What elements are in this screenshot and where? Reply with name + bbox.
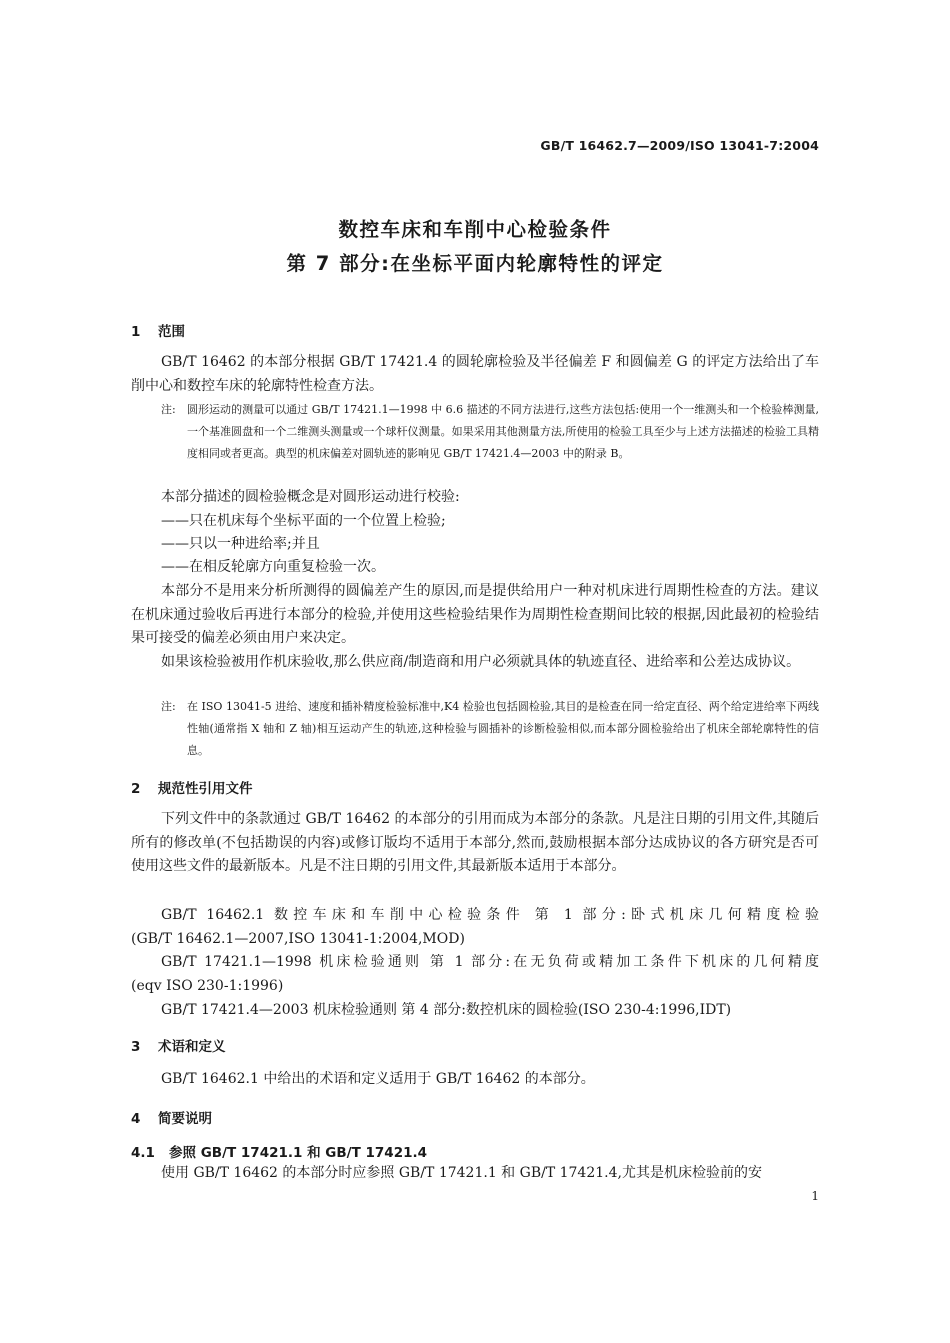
list-item: ——只以一种进给率;并且 bbox=[161, 536, 320, 552]
note-body: 在 ISO 13041-5 进给、速度和插补精度检验标准中,K4 检验也包括圆检验,其目的是检查在同一给定直径、两个给定进给率下两线性轴(通常指 X 轴和 Z 轴)相互运动产生的轨迹,这种检验与圆插补的诊断检验相似,而本部分圆检验给出了机床全部轮廓特性的信息。 bbox=[187, 700, 819, 757]
section-3-paragraph: GB/T 16462.1 中给出的术语和定义适用于 GB/T 16462 的本部分。 bbox=[161, 1071, 595, 1087]
note-label: 注: bbox=[161, 700, 176, 713]
note-body: 圆形运动的测量可以通过 GB/T 17421.1—1998 中 6.6 描述的不同方法进行,这些方法包括:使用一个一维测头和一个检验棒测量,一个基准圆盘和一个二维测头测量或一个球杆仪测量。如果采用其他测量方法,所使用的检验工具至少与上述方法描述的检验工具精度相同或者更高。典型的机床偏差对圆轨迹的影响见 GB/T 17421.4—2003 中的附录 B。 bbox=[187, 403, 819, 460]
note-label: 注: bbox=[161, 403, 176, 416]
section-number: 1 bbox=[131, 324, 141, 340]
section-number: 3 bbox=[131, 1039, 141, 1055]
note-1 bbox=[161, 399, 819, 465]
list-item: ——只在机床每个坐标平面的一个位置上检验; bbox=[161, 513, 446, 529]
subsection-number: 4.1 bbox=[131, 1145, 155, 1161]
section-3-heading bbox=[131, 1035, 226, 1055]
reference-line: GB/T 17421.4—2003 机床检验通则 第 4 部分:数控机床的圆检验(ISO 230-4:1996,IDT) bbox=[161, 1002, 732, 1018]
section-4-paragraph: 使用 GB/T 16462 的本部分时应参照 GB/T 17421.1 和 GB/T 17421.4,尤其是机床检验前的安 bbox=[161, 1165, 762, 1181]
standard-code: GB/T 16462.7—2009/ISO 13041-7:2004 bbox=[540, 138, 819, 153]
document-subtitle: 第 7 部分:在坐标平面内轮廓特性的评定 bbox=[286, 252, 664, 275]
reference-line: (GB/T 16462.1—2007,ISO 13041-1:2004,MOD) bbox=[131, 931, 465, 947]
subsection-title: 参照 GB/T 17421.1 和 GB/T 17421.4 bbox=[169, 1145, 427, 1161]
list-item: ——在相反轮廓方向重复检验一次。 bbox=[161, 559, 385, 575]
section-number: 4 bbox=[131, 1111, 141, 1127]
section-title: 规范性引用文件 bbox=[158, 781, 253, 797]
section-title: 范围 bbox=[158, 324, 185, 340]
section-2-paragraph: 下列文件中的条款通过 GB/T 16462 的本部分的引用而成为本部分的条款。凡是注日期的引用文件,其随后所有的修改单(不包括勘误的内容)或修订版均不适用于本部分,然而,鼓励根据本部分达成协议的各方研究是否可使用这些文件的最新版本。凡是不注日期的引用文件,其最新版本适用于本部分。 bbox=[131, 811, 819, 874]
reference-item bbox=[131, 998, 819, 1022]
note-2 bbox=[161, 696, 819, 762]
reference-item bbox=[131, 903, 819, 951]
reference-line: (eqv ISO 230-1:1996) bbox=[131, 978, 284, 994]
paragraph-intro: 本部分描述的圆检验概念是对圆形运动进行校验: bbox=[161, 489, 460, 505]
section-4-heading bbox=[131, 1107, 212, 1127]
section-title: 术语和定义 bbox=[158, 1039, 226, 1055]
reference-line: GB/T 16462.1 数控车床和车削中心检验条件 第 1 部分:卧式机床几何精度检验 bbox=[161, 907, 819, 923]
section-2-heading bbox=[131, 777, 253, 797]
section-1-paragraph: 本部分不是用来分析所测得的圆偏差产生的原因,而是提供给用户一种对机床进行周期性检查的方法。建议在机床通过验收后再进行本部分的检验,并使用这些检验结果作为周期性检查期间比较的根据,因此最初的检验结果可接受的偏差必须由用户来决定。 bbox=[131, 583, 819, 646]
page-number: 1 bbox=[811, 1189, 819, 1203]
subsection-4-1-heading bbox=[131, 1141, 427, 1161]
section-number: 2 bbox=[131, 781, 141, 797]
reference-item bbox=[131, 950, 819, 998]
section-1-paragraph: GB/T 16462 的本部分根据 GB/T 17421.4 的圆轮廓检验及半径偏差 F 和圆偏差 G 的评定方法给出了车削中心和数控车床的轮廓特性检查方法。 bbox=[131, 354, 819, 394]
section-1-paragraph: 如果该检验被用作机床验收,那么供应商/制造商和用户必须就具体的轨迹直径、进给率和公差达成协议。 bbox=[161, 654, 801, 670]
section-1-heading bbox=[131, 320, 185, 340]
reference-line: GB/T 17421.1—1998 机床检验通则 第 1 部分:在无负荷或精加工条件下机床的几何精度 bbox=[161, 954, 819, 970]
section-title: 简要说明 bbox=[158, 1111, 212, 1127]
document-title: 数控车床和车削中心检验条件 bbox=[338, 218, 612, 241]
